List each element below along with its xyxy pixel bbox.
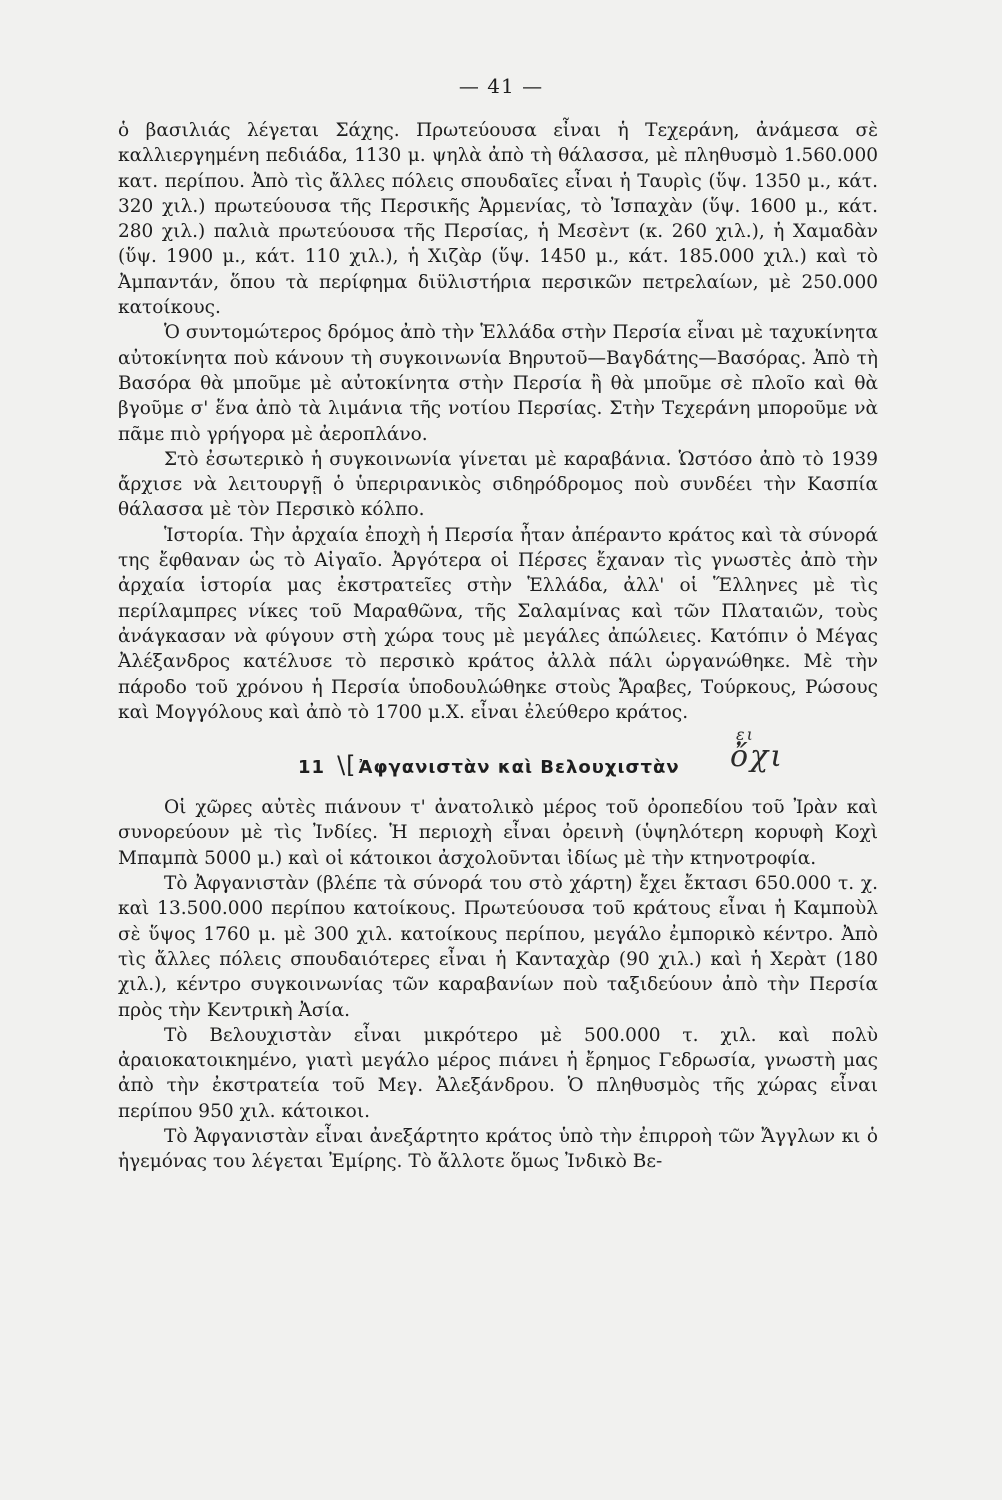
text-block-bottom [118,795,878,1174]
paragraph-afghanistan: Τὸ Ἀφγανιστὰν (βλέπε τὰ σύνορά του στὸ χάρτη) ἔχει ἔκτασι 650.000 τ. χ. καὶ 13.500.000 περίπου κατοίκους. Πρωτεύουσα τοῦ κράτους εἶναι ἡ Καμποὺλ σὲ ὕψος 1760 μ. μὲ 300 χιλ. κατοίκους περίπου, μεγάλο ἐμπορικὸ κέντρο. Ἀπὸ τὶς ἄλλες πόλεις σπουδαιότερες εἶναι ἡ Κανταχὰρ (90 χιλ.) καὶ ἡ Χερὰτ (180 χιλ.), κέντρο συγκοινωνίας τῶν καραβανίων ποὺ ταξιδεύουν ἀπὸ τὴν Περσία πρὸς τὴν Κεντρικὴ Ἀσία. [118,873,878,1021]
handwritten-note: ει ὄχι [730,725,785,775]
section-number: 11 [298,757,326,779]
paragraph-persia-cities: ὁ βασιλιάς λέγεται Σάχης. Πρωτεύουσα εἶναι ἡ Τεχεράνη, ἀνάμεσα σὲ καλλιεργημένη πεδιάδα, 1130 μ. ψηλὰ ἀπὸ τὴ θάλασσα, μὲ πληθυσμὸ 1.560.000 κατ. περίπου. Ἀπὸ τὶς ἄλλες πόλεις σπουδαῖες εἶναι ἡ Ταυρὶς (ὕψ. 1350 μ., κάτ. 320 χιλ.) πρωτεύουσα τῆς Περσικῆς Ἀρμενίας, τὸ Ἰσπαχὰν (ὕψ. 1600 μ., κάτ. 280 χιλ.) παλιὰ πρωτεύουσα τῆς Περσίας, ἡ Μεσὲντ (κ. 260 χιλ.), ἡ Χαμαδὰν (ὕψ. 1900 μ., κάτ. 110 χιλ.), ἡ Χιζὰρ (ὕψ. 1450 μ., κάτ. 185.000 χιλ.) καὶ τὸ Ἀμπαντάν, ὅπου τὰ περίφημα διϋλιστήρια περσικῶν πετρελαίων, μὲ 250.000 κατοίκους. [118,120,878,319]
page-text [118,118,878,1175]
paragraph-baluchistan: Τὸ Βελουχιστὰν εἶναι μικρότερο μὲ 500.000 τ. χιλ. καὶ πολὺ ἀραιοκατοικημένο, γιατὶ μεγάλο μέρος πιάνει ἡ ἔρημος Γεδρωσία, γνωστὴ μας ἀπὸ τὴν ἐκστρατεία τοῦ Μεγ. Ἀλεξάνδρου. Ὁ πληθυσμὸς τῆς χώρας εἶναι περίπου 950 χιλ. κάτοικοι. [118,1024,878,1122]
section-heading [118,725,878,780]
handwritten-bracket-mark: \[ [337,751,357,780]
paragraph-politics: Τὸ Ἀφγανιστὰν εἶναι ἀνεξάρτητο κράτος ὑπὸ τὴν ἐπιρροὴ τῶν Ἄγγλων κι ὁ ἡγεμόνας του λέγεται Ἐμίρης. Τὸ ἄλλοτε ὅμως Ἰνδικὸ Βε- [118,1125,878,1173]
paragraph-region-intro: Οἱ χῶρες αὐτὲς πιάνουν τ' ἀνατολικὸ μέρος τοῦ ὀροπεδίου τοῦ Ἰρὰν καὶ συνορεύουν μὲ τὶς Ἰνδίες. Ἡ περιοχὴ εἶναι ὀρεινὴ (ὑψηλότερη κορυφὴ Κοχὶ Μπαμπὰ 5000 μ.) καὶ οἱ κάτοικοι ἀσχολοῦνται ἰδίως μὲ τὴν κτηνοτροφία. [118,797,878,869]
text-block-top [118,118,878,725]
paragraph-history: Ἱστορία. Τὴν ἀρχαία ἐποχὴ ἡ Περσία ἦταν ἀπέραντο κράτος καὶ τὰ σύνορά της ἔφθαναν ὡς τὸ Αἰγαῖο. Ἀργότερα οἱ Πέρσες ἔχαναν τὶς γνωστὲς ἀπὸ τὴν ἀρχαία ἱστορία μας ἐκστρατεῖες στὴν Ἑλλάδα, ἀλλ' οἱ Ἕλληνες μὲ τὶς περίλαμπρες νίκες τοῦ Μαραθῶνα, τῆς Σαλαμίνας καὶ τῶν Πλαταιῶν, τοὺς ἀνάγκασαν νὰ φύγουν στὴ χώρα τους μὲ μεγάλες ἀπώλειες. Κατόπιν ὁ Μέγας Ἀλέξανδρος κατέλυσε τὸ περσικὸ κράτος ἀλλὰ πάλι ὡργανώθηκε. Μὲ τὴν πάροδο τοῦ χρόνου ἡ Περσία ὑποδουλώθηκε στοὺς Ἄραβες, Τούρκους, Ρώσους καὶ Μογγόλους καὶ ἀπὸ τὸ 1700 μ.Χ. εἶναι ἐλεύθερο κράτος. [118,524,878,723]
page-number: — 41 — [458,74,544,98]
paragraph-route: Ὁ συντομώτερος δρόμος ἀπὸ τὴν Ἑλλάδα στὴν Περσία εἶναι μὲ ταχυκίνητα αὐτοκίνητα ποὺ κάνουν τὴ συγκοινωνία Βηρυτοῦ—Βαγδάτης—Βασόρας. Ἀπὸ τὴ Βασόρα θὰ μποῦμε μὲ αὐτοκίνητα στὴν Περσία ἢ θὰ μποῦμε σὲ πλοῖο καὶ θὰ βγοῦμε σ' ἕνα ἀπὸ τὰ λιμάνια τῆς νοτίου Περσίας. Στὴν Τεχεράνη μποροῦμε νὰ πᾶμε πιὸ γρήγορα μὲ ἀεροπλάνο. [118,322,878,445]
paragraph-transport: Στὸ ἐσωτερικὸ ἡ συγκοινωνία γίνεται μὲ καραβάνια. Ὡστόσο ἀπὸ τὸ 1939 ἄρχισε νὰ λειτουργῇ ὁ ὑπεριρανικὸς σιδηρόδρομος ποὺ συνδέει τὴν Κασπία θάλασσα μὲ τὸν Περσικὸ κόλπο. [118,448,878,521]
section-title: Ἀφγανιστὰν καὶ Βελουχιστὰν [358,757,680,779]
